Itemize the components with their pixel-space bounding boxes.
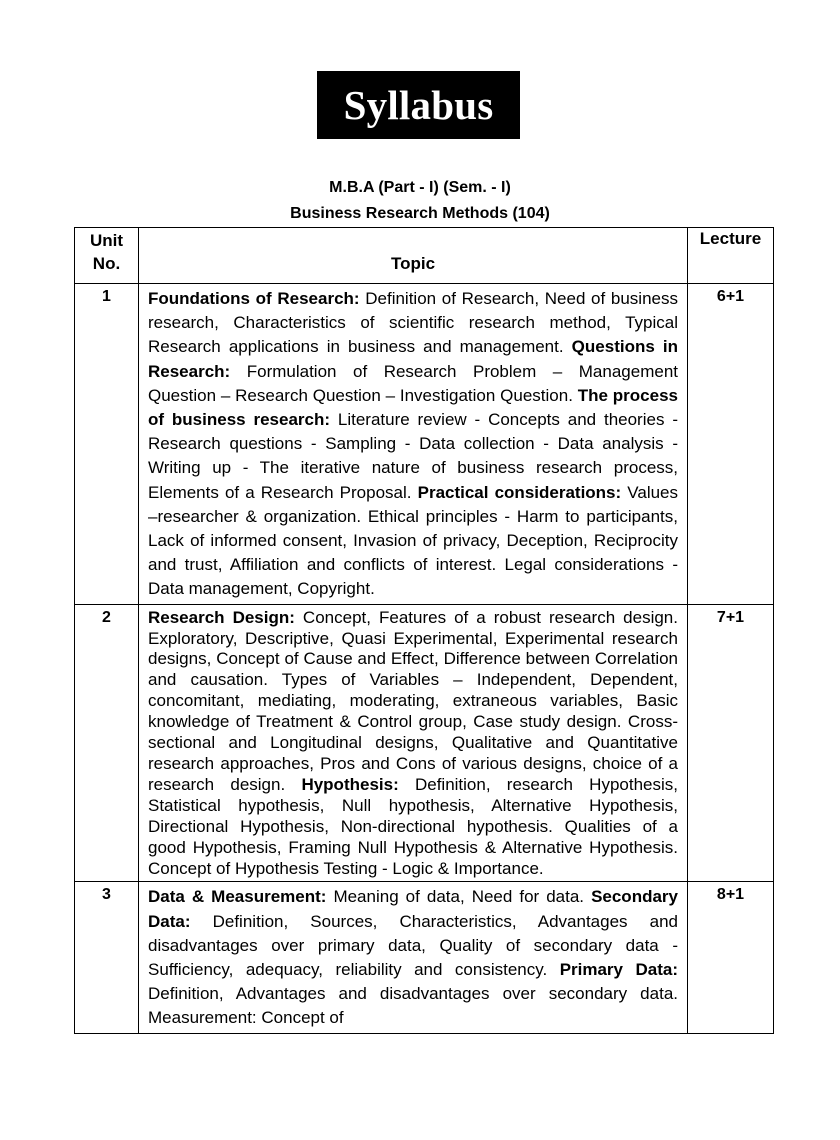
table-row [75,882,774,1033]
lecture-count: 6+1 [688,284,774,605]
topic-heading: Hypothesis: [301,774,399,794]
unit-number: 3 [75,882,139,1033]
topic-text: Formulation of Research Problem – Management Question – Research Question – Investigation Question. [148,361,678,405]
topic-heading: Secondary Data: [148,887,678,931]
topic-text: Values –researcher & organization. Ethical principles - Harm to participants, Lack of informed consent, Invasion of privacy, Deception, Reciprocity and trust, Affiliation and conflicts of interest. Legal considerations - Data management, Copyright. [148,482,679,599]
topic-text: Literature review - Concepts and theories - Research questions - Sampling - Data collection - Data analysis - Writing up - The iterative nature of business research process, Elements of a Research Proposal. [148,410,678,502]
page-title: Syllabus [343,82,494,128]
topic-text: Definition, Advantages and disadvantages over secondary data. Measurement: Concept of [148,984,678,1028]
table-header-row [75,228,774,284]
topic-heading: Foundations of Research: [148,289,360,308]
topic-text: Definition, Sources, Characteristics, Advantages and disadvantages over primary data, Quality of secondary data - Sufficiency, adequacy, reliability and consistency. [148,911,678,980]
subject-heading: Business Research Methods (104) [290,205,550,222]
syllabus-title-banner [317,71,520,139]
topic-text: Definition of Research, Need of business research, Characteristics of scientific research method, Typical Research applications in business and management. [148,289,678,357]
topic-heading: Primary Data: [559,960,678,980]
header-topic: Topic [139,228,688,284]
topic-cell [139,604,688,882]
topic-heading: Data & Measurement: [148,887,327,907]
lecture-count: 8+1 [688,882,774,1033]
table-row [75,284,774,605]
topic-text: Meaning of data, Need for data. [326,887,592,907]
topic-cell [139,284,688,605]
syllabus-table [74,227,774,1034]
unit-number: 1 [75,284,139,605]
topic-heading: The process of business research: [148,385,679,430]
topic-text: Definition, research Hypothesis, Statistical hypothesis, Null hypothesis, Alternative Hypothesis, Directional Hypothesis, Non-directional hypothesis. Qualities of a good Hypothesis, Framing Null Hypothesis & Alternative Hypothesis. Concept of Hypothesis Testing - Logic & Importance. [148,774,678,878]
unit-number: 2 [75,604,139,882]
header-unit-no: Unit No. [75,228,139,284]
topic-heading: Research Design: [148,607,295,627]
topic-cell [139,882,688,1033]
lecture-count: 7+1 [688,604,774,882]
topic-text: Concept, Features of a robust research design. Exploratory, Descriptive, Quasi Experimental, Experimental research designs, Concept of Cause and Effect, Difference between Correlation and causation. Types of Variables – Independent, Dependent, concomitant, mediating, moderating, extraneous variables, Basic knowledge of Treatment & Control group, Case study design. Cross-sectional and Longitudinal designs, Qualitative and Quantitative research approaches, Pros and Cons of various designs, choice of a research design. [148,607,678,794]
header-lecture: Lecture [688,228,774,284]
topic-heading: Practical considerations: [417,482,622,502]
topic-heading: Questions in Research: [148,337,678,381]
course-heading: M.B.A (Part - I) (Sem. - I) [329,179,511,196]
table-row [75,604,774,882]
